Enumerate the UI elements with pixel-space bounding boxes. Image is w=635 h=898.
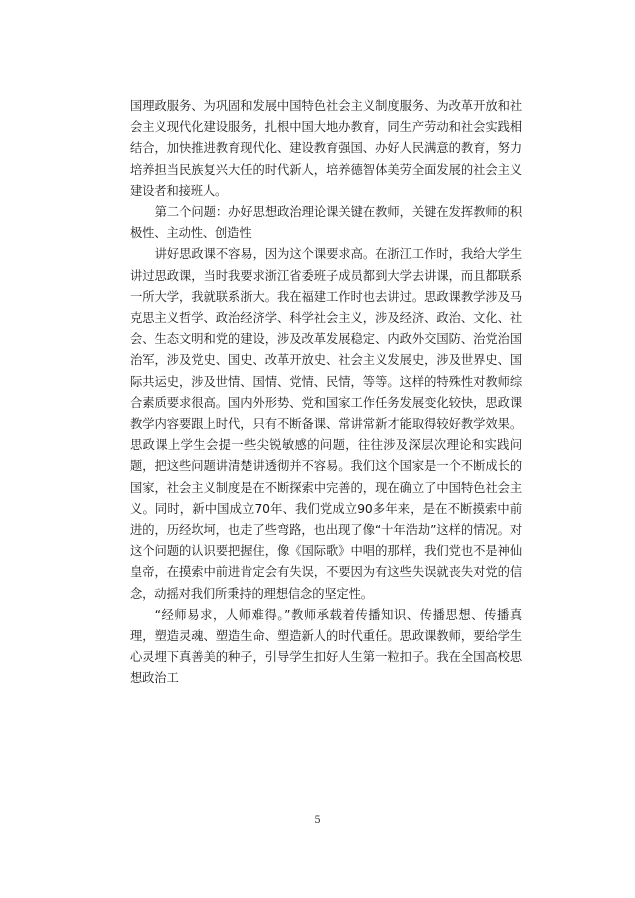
body-text [130,96,522,690]
paragraph-1: 国理政服务、为巩固和发展中国特色社会主义制度服务、为改革开放和社会主义现代化建设服务，扎根中国大地办教育，同生产劳动和社会实践相结合，加快推进教育现代化、建设教育强国、办好人民满意的教育，努力培养担当民族复兴大任的时代新人，培养德智体美劳全面发展的社会主义建设者和接班人。 [130,99,522,198]
page-number: 5 [314,815,321,826]
paragraph-2-section-heading: 第二个问题：办好思想政治理论课关键在教师，关键在发挥教师的积极性、主动性、创造性 [130,205,522,241]
paragraph-4: “经师易求，人师难得。”教师承载着传播知识、传播思想、传播真理，塑造灵魂、塑造生命、塑造新人的时代重任。思政课教师，要给学生心灵埋下真善美的种子，引导学生扣好人生第一粒扣子。我在全国高校思想政治工 [130,607,522,686]
paragraph-3: 讲好思政课不容易，因为这个课要求高。在浙江工作时，我给大学生讲过思政课，当时我要求浙江省委班子成员都到大学去讲课，而且都联系一所大学，我就联系浙大。我在福建工作时也去讲过。思政课教学涉及马克思主义哲学、政治经济学、科学社会主义，涉及经济、政治、文化、社会、生态文明和党的建设，涉及改革发展稳定、内政外交国防、治党治国治军，涉及党史、国史、改革开放史、社会主义发展史，涉及世界史、国际共运史，涉及世情、国情、党情、民情，等等。这样的特殊性对教师综合素质要求很高。国内外形势、党和国家工作任务发展变化较快，思政课教学内容要跟上时代，只有不断备课、常讲常新才能取得较好教学效果。思政课上学生会提一些尖锐敏感的问题，往往涉及深层次理论和实践问题，把这些问题讲清楚讲透彻并不容易。我们这个国家是一个不断成长的国家，社会主义制度是在不断探索中完善的，现在确立了中国特色社会主义。同时，新中国成立70年、我们党成立90多年来，是在不断摸索中前进的，历经坎坷，也走了些弯路，也出现了像“十年浩劫”这样的情况。对这个问题的认识要把握住，像《国际歌》中唱的那样，我们党也不是神仙皇帝，在摸索中前进肯定会有失误，不要因为有这些失误就丧失对党的信念，动摇对我们所秉持的理想信念的坚定性。 [130,247,522,601]
